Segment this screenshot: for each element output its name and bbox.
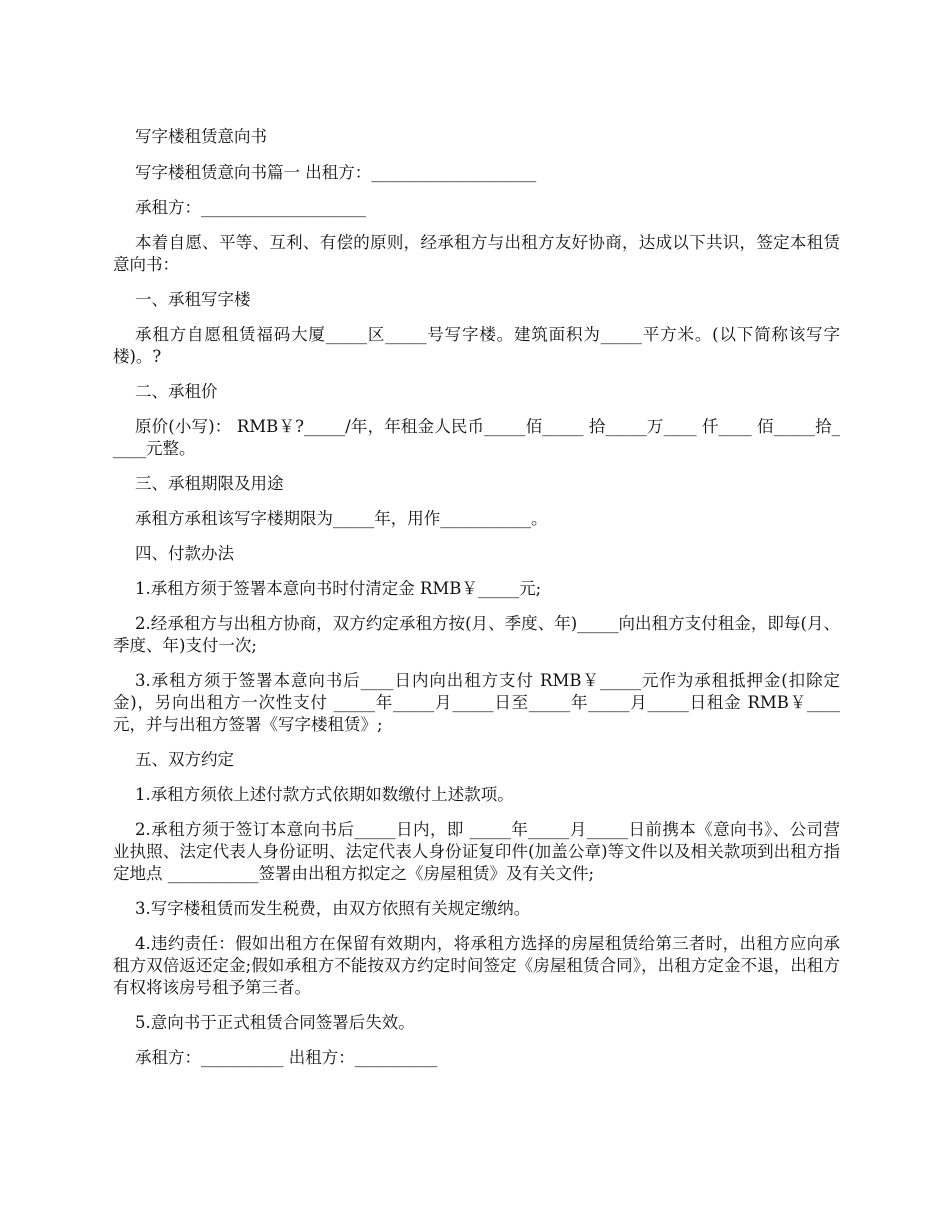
payment-item-1: 1.承租方须于签署本意向书时付清定金 RMB￥_____元;: [135, 579, 542, 598]
agreement-item-4: 4.违约责任：假如出租方在保留有效期内，将承租方选择的房屋租赁给第三者时，出租方应向承租方双倍返还定金;假如承租方不能按双方约定时间签定《房屋租赁合同》，出租方定金不退，出租方有权将该房号租予第三者。: [113, 934, 840, 997]
section-heading-2: 二、承租价: [135, 382, 218, 401]
document-body: [113, 126, 840, 1082]
paragraph-premises: 承租方自愿租赁福码大厦_____区_____号写字楼。建筑面积为_____平方米。(以下简称该写字楼)。?: [113, 325, 840, 366]
section-heading-4: 四、付款办法: [135, 544, 234, 563]
document-title: 写字楼租赁意向书: [135, 127, 267, 146]
paragraph-preamble: 本着自愿、平等、互利、有偿的原则，经承租方与出租方友好协商，达成以下共识，签定本租赁意向书：: [113, 233, 840, 274]
agreement-item-5: 5.意向书于正式租赁合同签署后失效。: [135, 1013, 415, 1032]
agreement-item-3: 3.写字楼租赁而发生税费，由双方依照有关规定缴纳。: [135, 899, 531, 918]
section-heading-1: 一、承租写字楼: [135, 290, 251, 309]
paragraph-lessor-line: 写字楼租赁意向书篇一 出租方：____________________: [135, 163, 537, 182]
payment-item-2: 2.经承租方与出租方协商，双方约定承租方按(月、季度、年)_____向出租方支付租金，即每(月、季度、年)支付一次;: [113, 614, 840, 655]
paragraph-lessee-line: 承租方：____________________: [135, 198, 366, 217]
payment-item-3: 3.承租方须于签署本意向书后____日内向出租方支付 RMB￥_____元作为承租抵押金(扣除定金)，另向出租方一次性支付 _____年_____月_____日至_____年_____月_____日租金 RMB￥____元，并与出租方签署《写字楼租赁》;: [113, 671, 840, 734]
paragraph-term: 承租方承租该写字楼期限为_____年，用作___________。: [135, 509, 548, 528]
agreement-item-1: 1.承租方须依上述付款方式依期如数缴付上述款项。: [135, 785, 514, 804]
section-heading-5: 五、双方约定: [135, 750, 234, 769]
paragraph-price: 原价(小写)： RMB￥?_____/年，年租金人民币_____佰_____ 拾_____万____ 仟____ 佰_____拾_____元整。: [113, 417, 840, 458]
agreement-item-2: 2.承租方须于签订本意向书后_____日内，即 _____年_____月_____日前携本《意向书》、公司营业执照、法定代表人身份证明、法定代表人身份证复印件(加盖公章)等文件以及相关款项到出租方指定地点 ___________签署由出租方拟定之《房屋租赁》及有关文件;: [113, 820, 840, 883]
section-heading-3: 三、承租期限及用途: [135, 474, 284, 493]
signature-line: 承租方：__________ 出租方：__________: [135, 1048, 438, 1067]
